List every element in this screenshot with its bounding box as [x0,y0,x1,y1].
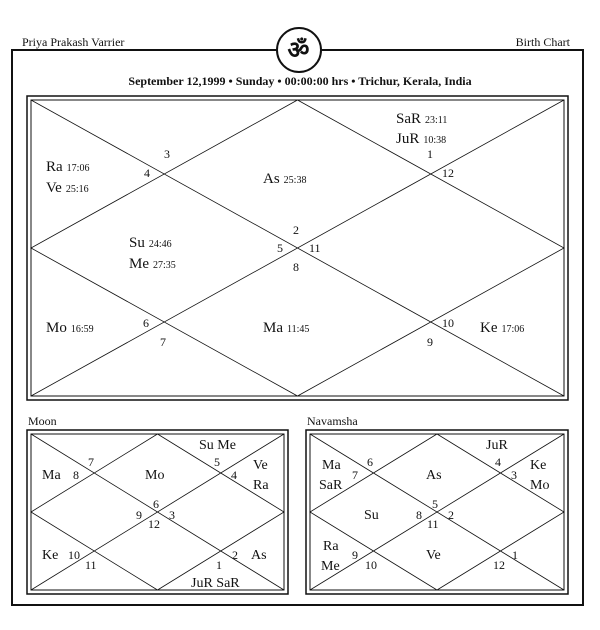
moon-chart-title: Moon [28,414,57,428]
chart-type-label: Birth Chart [515,35,570,49]
house-number: 5 [214,455,220,469]
planet-rahu: Ra [253,478,269,493]
planet-mars: Ma 11:45 [263,320,310,336]
birth-details: September 12,1999 • Sunday • 00:00:00 hrs • Trichur, Kerala, India [128,74,472,88]
planet-ketu: Ke [42,548,59,563]
house-number: 6 [367,455,373,469]
planet-saturn: SaR 23:11 [396,111,448,127]
house-number: 12 [442,166,454,180]
planet-ketu: Ke [530,458,547,473]
planet-sun: Su [364,508,379,523]
house-number: 11 [427,517,439,531]
house-number: 2 [293,223,299,237]
planet-mercury: Me 27:35 [129,256,176,272]
native-name: Priya Prakash Varrier [22,35,125,49]
planet-moon: Mo [145,468,165,483]
planet-sun-mercury: Su Me [199,438,236,453]
house-number: 10 [365,558,377,572]
house-number: 10 [442,316,454,330]
house-number: 2 [448,508,454,522]
house-number: 3 [511,468,517,482]
planet-rahu: Ra 17:06 [46,159,90,175]
planet-venus: Ve [253,458,268,473]
planet-sun: Su 24:46 [129,235,172,251]
planet-moon: Mo 16:59 [46,320,94,336]
house-number: 5 [277,241,283,255]
house-number: 5 [432,497,438,511]
navamsha-chart [305,429,569,595]
house-number: 12 [148,517,160,531]
ascendant: As 25:38 [263,171,307,187]
planet-saturn: SaR [319,478,343,493]
planet-moon: Mo [530,478,550,493]
house-number: 7 [160,335,166,349]
house-number: 9 [352,548,358,562]
house-number: 11 [309,241,321,255]
house-number: 9 [136,508,142,522]
planet-venus: Ve 25:16 [46,180,89,196]
house-number: 8 [293,260,299,274]
planet-mars: Ma [42,468,61,483]
planet-venus: Ve [426,548,441,563]
planet-rahu: Ra [323,539,339,554]
house-number: 1 [512,548,518,562]
house-number: 9 [427,335,433,349]
om-icon [276,27,322,73]
house-number: 4 [495,455,501,469]
ascendant: As [426,468,442,483]
house-number: 12 [493,558,505,572]
ascendant: As [251,548,267,563]
moon-chart [26,429,289,595]
house-number: 10 [68,548,80,562]
house-number: 4 [231,468,237,482]
house-number: 1 [427,147,433,161]
house-number: 3 [164,147,170,161]
house-number: 4 [144,166,150,180]
planet-jupiter: JuR 10:38 [396,131,447,147]
house-number: 2 [232,548,238,562]
house-number: 6 [153,497,159,511]
planet-jupiter-saturn: JuR SaR [191,576,240,591]
house-number: 6 [143,316,149,330]
planet-ketu: Ke 17:06 [480,320,525,336]
house-number: 11 [85,558,97,572]
house-number: 8 [416,508,422,522]
house-number: 7 [352,468,358,482]
house-number: 1 [216,558,222,572]
house-number: 7 [88,455,94,469]
planet-mercury: Me [321,559,340,574]
svg-text:ॐ: ॐ [287,38,310,64]
planet-mars: Ma [322,458,341,473]
birth-chart [26,95,569,401]
planet-jupiter: JuR [486,438,508,453]
house-number: 3 [169,508,175,522]
navamsha-chart-title: Navamsha [307,414,358,428]
house-number: 8 [73,468,79,482]
